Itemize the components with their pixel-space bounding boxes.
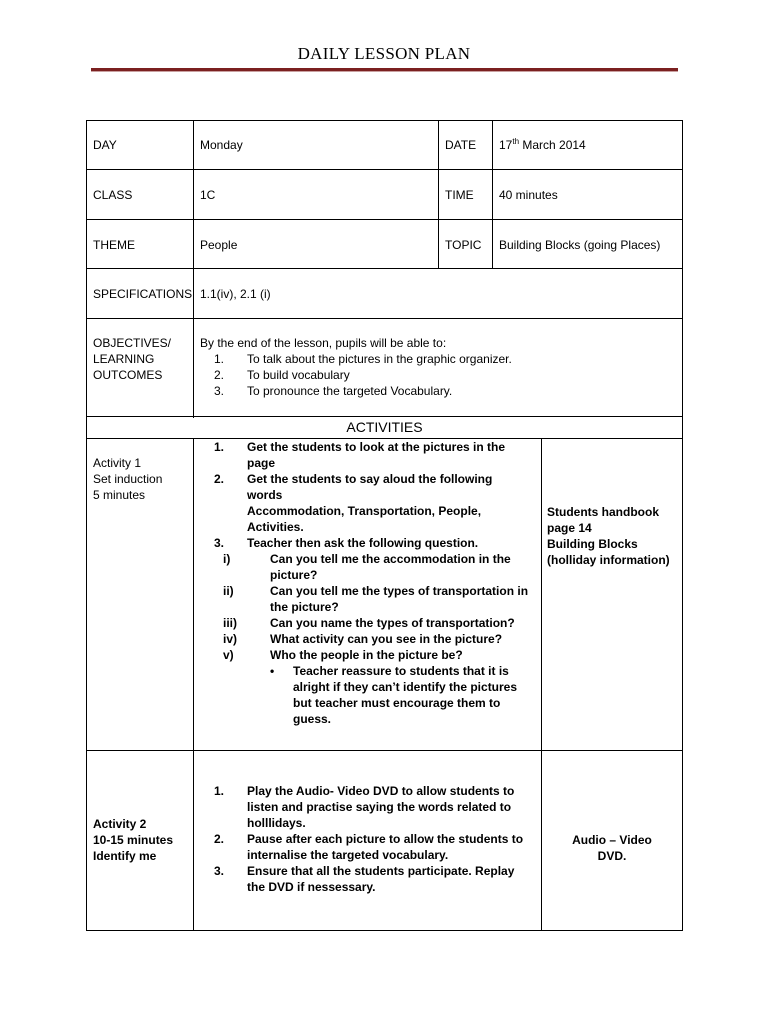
activity1-question: iii) Can you name the types of transportation? — [223, 616, 515, 630]
activity2-step: 3. Ensure that all the students participate. Replay the DVD if nessessary. — [213, 864, 515, 894]
activity1-label: Activity 1 Set induction 5 minutes — [93, 456, 163, 502]
row-divider — [86, 219, 683, 220]
activity1-steps — [200, 439, 538, 727]
activity1-question: iv) What activity can you see in the picture? — [223, 632, 503, 646]
activity1-question: ii) Can you tell me the types of transportation in the picture? — [223, 584, 529, 614]
activity2-label: Activity 2 10-15 minutes Identify me — [93, 817, 174, 863]
objective-item: 1. To talk about the pictures in the graphic organizer. — [213, 352, 512, 366]
objectives-content — [200, 335, 670, 399]
row-divider — [86, 169, 683, 170]
activity1-question: v) Who the people in the picture be? — [223, 648, 463, 662]
page-title: DAILY LESSON PLAN — [297, 44, 471, 63]
activity1-resources: Students handbook page 14 Building Blocks (holliday information) — [547, 505, 670, 567]
objective-item: 3. To pronounce the targeted Vocabulary. — [213, 384, 453, 398]
activity1-question: i) Can you tell me the accommodation in the picture? — [223, 552, 511, 582]
theme-value: People — [200, 238, 238, 252]
specifications-value: 1.1(iv), 2.1 (i) — [200, 287, 271, 301]
topic-label: TOPIC — [445, 238, 482, 252]
day-label: DAY — [93, 138, 117, 152]
activity1-step: 1. Get the students to look at the pictures in the page — [213, 440, 506, 470]
class-value: 1C — [200, 188, 216, 202]
activity1-bullet: • Teacher reassure to students that it is alright if they can’t identify the pictures but teacher must encourage them to guess. — [270, 664, 518, 726]
activity2-step: 2. Pause after each picture to allow the students to internalise the targeted vocabulary. — [213, 832, 524, 862]
column-divider — [438, 120, 439, 269]
row-divider — [86, 416, 683, 417]
specifications-label: SPECIFICATIONS — [93, 287, 193, 301]
activity2-steps — [200, 783, 538, 895]
row-divider — [86, 318, 683, 319]
objectives-label: OBJECTIVES/ LEARNING OUTCOMES — [93, 336, 172, 382]
bullet-dot-icon: • — [270, 664, 275, 678]
activity2-resources: Audio – Video DVD. — [572, 833, 652, 863]
column-divider — [492, 120, 493, 269]
row-divider — [86, 268, 683, 269]
activity1-step: 2. Get the students to say aloud the following words Accommodation, Transportation, People, Activities. — [213, 472, 493, 534]
activities-header: ACTIVITIES — [346, 419, 423, 435]
time-value: 40 minutes — [499, 188, 558, 202]
day-value: Monday — [200, 138, 243, 152]
title-underline-shadow — [91, 71, 678, 72]
column-divider — [193, 438, 194, 931]
topic-value: Building Blocks (going Places) — [499, 238, 661, 252]
date-value: 17th March 2014 — [499, 137, 586, 152]
objective-item: 2. To build vocabulary — [213, 368, 350, 382]
activity2-step: 1. Play the Audio- Video DVD to allow students to listen and practise saying the words related to holllidays. — [213, 784, 515, 830]
theme-label: THEME — [93, 238, 135, 252]
time-label: TIME — [445, 188, 474, 202]
class-label: CLASS — [93, 188, 133, 202]
row-divider — [86, 750, 683, 751]
objectives-intro: By the end of the lesson, pupils will be able to: — [200, 336, 447, 350]
date-label: DATE — [445, 138, 477, 152]
activity1-step: 3. Teacher then ask the following question. — [213, 536, 479, 550]
column-divider — [193, 120, 194, 418]
